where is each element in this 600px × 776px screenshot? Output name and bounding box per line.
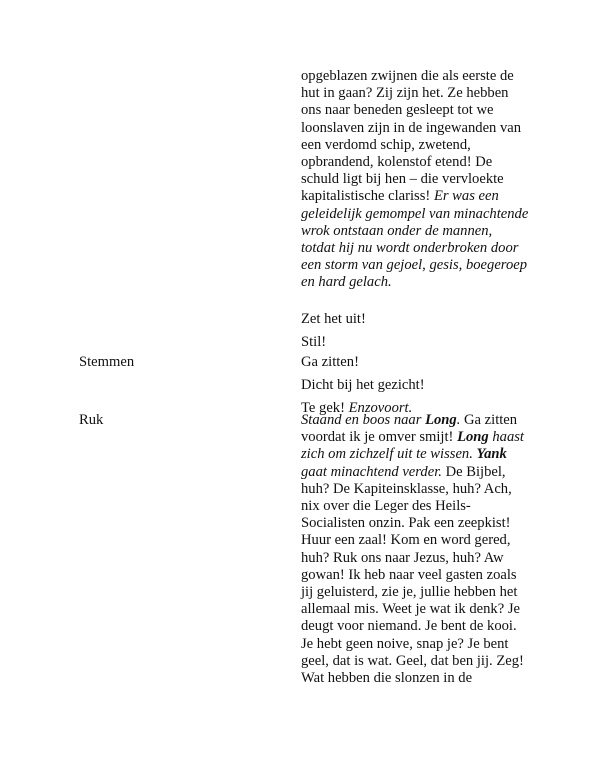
character-name: Long — [457, 429, 489, 446]
speech-paragraph — [301, 68, 529, 292]
stage-direction: . — [456, 412, 461, 428]
speaker-name: Ruk — [79, 412, 104, 428]
speech-line: Zet het uit! — [301, 311, 366, 327]
speech-line: Stil! — [301, 334, 327, 350]
stage-direction: Staand en boos naar — [301, 412, 422, 428]
speech-stemmen-1 — [301, 354, 529, 371]
character-name: Long — [425, 412, 457, 428]
speech-continued — [301, 68, 529, 292]
stage-direction: Enzovoort. — [348, 400, 413, 416]
speech-text: De Bijbel, huh? De Kapiteinsklasse, huh? Ach, nix over die Leger des Heils-Socialisten onzin. Pak een zeepkist! Huur een zaal! Kom en word gered, huh? Ruk ons naar Jezus, huh? Aw gowan! Ik heb naar veel gasten zoals jij geluisterd, zie je, jullie hebben het allemaal mis. Weet je wat ik denk? Je deugt voor niemand. Je bent de kooi. Je hebt geen noive, snap je? Je bent geel, dat is wat. Geel, dat ben jij. Zeg! Wat hebben die slonzen in de — [301, 463, 524, 687]
character-name: Yank — [476, 446, 507, 463]
speech-paragraph — [301, 412, 529, 687]
speech-text: opgeblazen zwijnen die als eerste de hut in gaan? Zij zijn het. Ze hebben ons naar beneden gesleept tot we loonslaven zijn in de ingewanden van een verdomd schip, zwetend, opbrandend, kolenstof etend! De schuld ligt bij hen – die vervloekte kapitalistische clariss! — [301, 68, 522, 205]
speech-text: Te gek! — [301, 400, 345, 416]
speaker-name: Stemmen — [79, 354, 135, 370]
stage-direction: Er was een geleidelijk gemompel van minachtende wrok ontstaan onder de mannen, totdat hij nu wordt onderbroken door een storm van gejoel, gesis, boegeroep en hard gelach. — [301, 188, 529, 291]
speech-stemmen-2 — [301, 377, 529, 394]
stage-direction: gaat minachtend verder. — [301, 463, 442, 480]
stage-direction: haast zich om zichzelf uit te wissen. — [301, 429, 524, 463]
speech-line: Ga zitten! — [301, 354, 359, 370]
speech-line: Dicht bij het gezicht! — [301, 377, 425, 393]
speech-zet — [301, 311, 529, 328]
speech-stil — [301, 334, 529, 351]
speech-ruk — [301, 412, 529, 687]
speech-text: Ga zitten voordat ik je omver smijt! — [301, 412, 518, 446]
